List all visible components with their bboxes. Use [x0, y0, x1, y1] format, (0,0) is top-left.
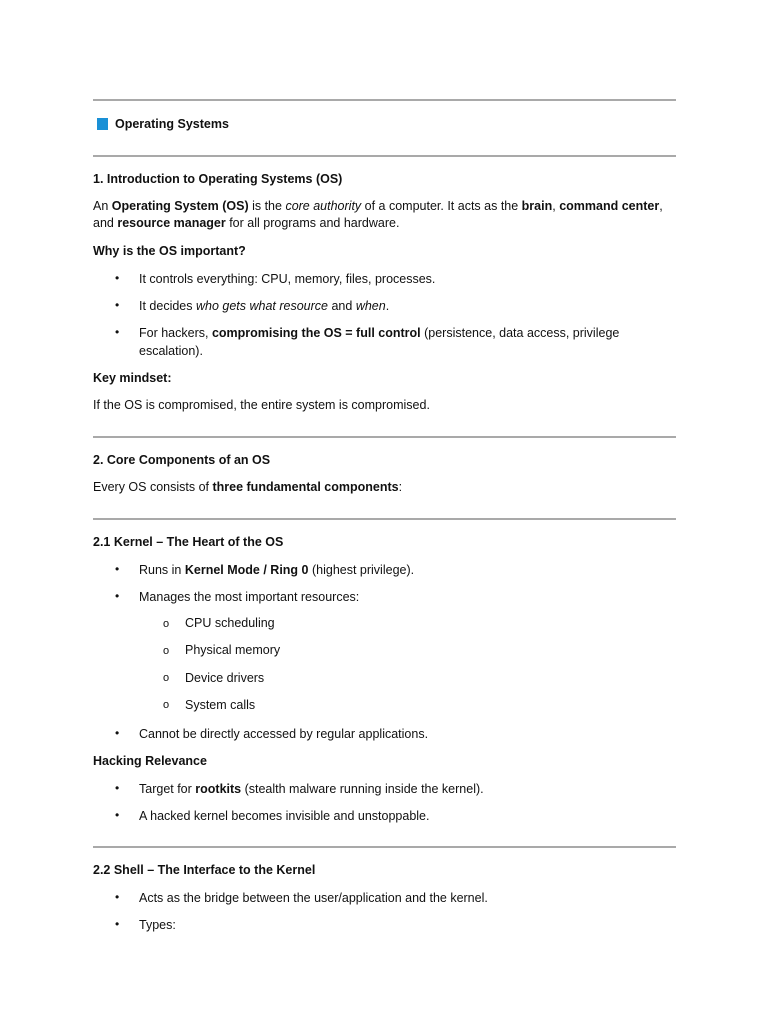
divider — [93, 436, 676, 438]
list-item: Cannot be directly accessed by regular applications. — [139, 727, 429, 741]
divider — [93, 99, 676, 101]
bullet-icon: • — [115, 808, 120, 822]
list-item: It decides who gets what resource and when. — [139, 299, 390, 313]
paragraph-line: If the OS is compromised, the entire system is compromised. — [93, 398, 430, 412]
paragraph-line: An Operating System (OS) is the core authority of a computer. It acts as the brain, command center, — [93, 199, 663, 213]
list-item: A hacked kernel becomes invisible and unstoppable. — [139, 809, 430, 823]
sub-list-item: CPU scheduling — [185, 616, 275, 630]
section-heading: 1. Introduction to Operating Systems (OS) — [93, 172, 343, 186]
section-heading: 2. Core Components of an OS — [93, 453, 271, 467]
list-item: It controls everything: CPU, memory, files, processes. — [139, 272, 436, 286]
bullet-icon: • — [115, 271, 120, 285]
sub-bullet-icon: o — [163, 645, 170, 657]
list-item: Target for rootkits (stealth malware running inside the kernel). — [139, 782, 484, 796]
bullet-icon: • — [115, 726, 120, 740]
bullet-icon: • — [115, 890, 120, 904]
list-item: Acts as the bridge between the user/application and the kernel. — [139, 891, 488, 905]
sub-list-item: Device drivers — [185, 671, 265, 685]
bullet-icon: • — [115, 562, 120, 576]
sub-bullet-icon: o — [163, 699, 170, 711]
subheading: Why is the OS important? — [93, 244, 246, 258]
divider — [93, 518, 676, 520]
sub-list-item: System calls — [185, 698, 256, 712]
list-item: Manages the most important resources: — [139, 590, 360, 604]
list-item: Types: — [139, 918, 176, 932]
paragraph-line: Every OS consists of three fundamental components: — [93, 480, 403, 494]
sub-list-item: Physical memory — [185, 643, 281, 657]
subheading: Key mindset: — [93, 371, 172, 385]
list-item: For hackers, compromising the OS = full control (persistence, data access, privilege — [139, 326, 620, 340]
list-item: Runs in Kernel Mode / Ring 0 (highest privilege). — [139, 563, 415, 577]
bullet-icon: • — [115, 917, 120, 931]
subheading: Hacking Relevance — [93, 754, 207, 768]
divider — [93, 846, 676, 848]
blue-square-icon — [97, 118, 108, 130]
section-heading: 2.2 Shell – The Interface to the Kernel — [93, 863, 316, 877]
divider — [93, 155, 676, 157]
document-title: Operating Systems — [93, 116, 229, 133]
bullet-icon: • — [115, 325, 120, 339]
bullet-icon: • — [115, 298, 120, 312]
sub-bullet-icon: o — [163, 672, 170, 684]
paragraph-line: and resource manager for all programs and hardware. — [93, 216, 400, 230]
bullet-icon: • — [115, 589, 120, 603]
bullet-icon: • — [115, 781, 120, 795]
sub-bullet-icon: o — [163, 618, 170, 630]
list-item-continuation: escalation). — [139, 344, 203, 358]
section-heading: 2.1 Kernel – The Heart of the OS — [93, 535, 284, 549]
